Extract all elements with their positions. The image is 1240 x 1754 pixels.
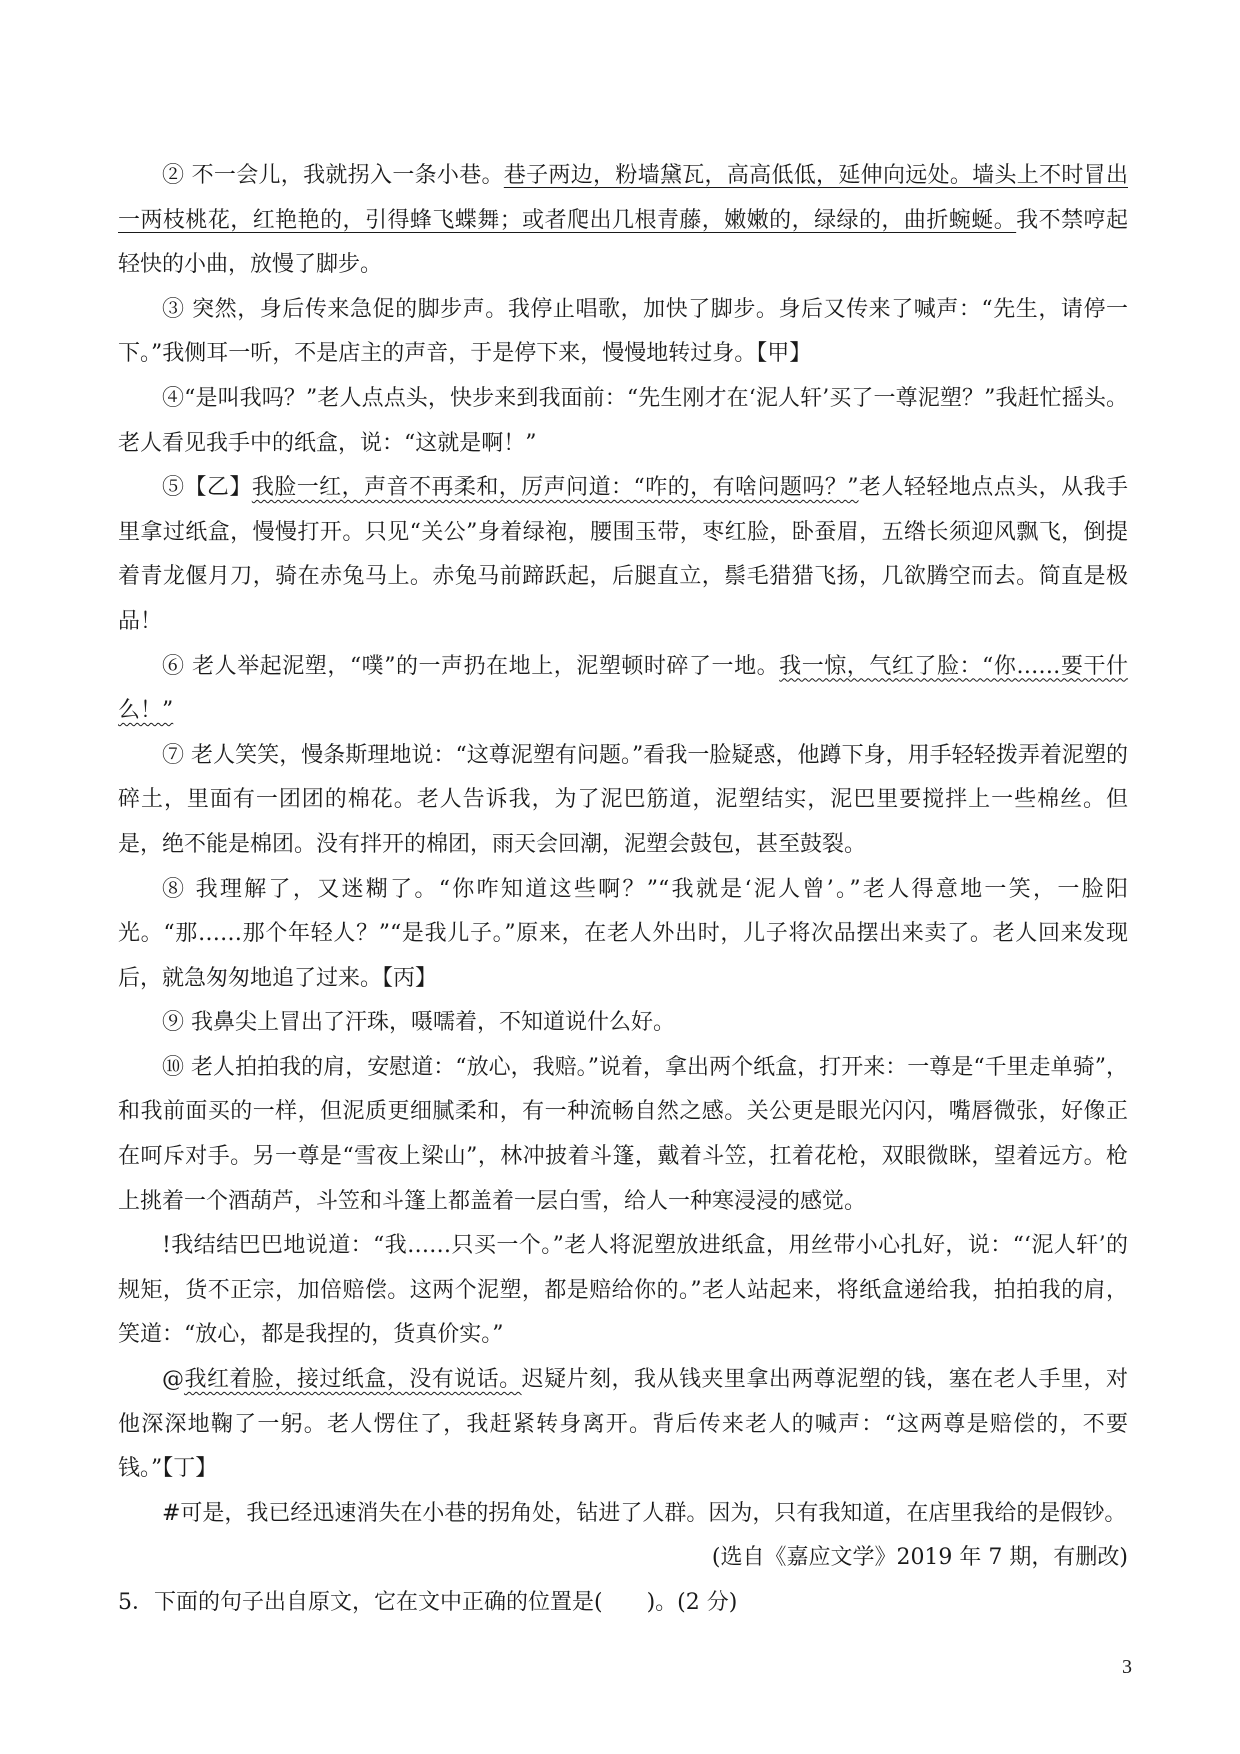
wavy-underlined-sentence: 我一惊，气红了脸：“你……要干什么！” — [118, 653, 1128, 724]
paragraph-5-lead: ⑤【乙】 — [162, 475, 252, 501]
paragraph-2-tail: 我不禁哼起轻快的小曲，放慢了脚步。 — [118, 207, 1128, 278]
paragraph-11: !我结结巴巴地说道：“我……只买一个。”老人将泥塑放进纸盒，用丝带小心扎好，说：“‘泥人轩’的规矩，货不正宗，加倍赔偿。这两个泥塑，都是赔给你的。”老人站起来，将纸盒递给我，拍拍我的肩，笑道：“放心，都是我捏的，货真价实。” — [118, 1233, 1128, 1348]
paragraph-5-tail: 老人轻轻地点点头，从我手里拿过纸盒，慢慢打开。只见“关公”身着绿袍，腰围玉带，枣红脸，卧蚕眉，五绺长须迎风飘飞，倒提着青龙偃月刀，骑在赤兔马上。赤兔马前蹄跃起，后腿直立，鬃毛猎猎飞扬，几欲腾空而去。简直是极品！ — [118, 475, 1128, 634]
source-citation: (选自《嘉应文学》2019 年 7 期，有删改) — [711, 1545, 1128, 1571]
paragraph-13: #可是，我已经迅速消失在小巷的拐角处，钻进了人群。因为，只有我知道，在店里我给的是假钞。 — [162, 1500, 1127, 1526]
paragraph-12-tail: 迟疑片刻，我从钱夹里拿出两尊泥塑的钱，塞在老人手里，对他深深地鞠了一躬。老人愣住了，我赶紧转身离开。背后传来老人的喊声：“这两尊是赔偿的，不要钱。”【丁】 — [118, 1367, 1128, 1482]
paragraph-8: ⑧ 我理解了，又迷糊了。“你咋知道这些啊？”“我就是‘泥人曾’。”老人得意地一笑，一脸阳光。“那……那个年轻人？”“是我儿子。”原来，在老人外出时，儿子将次品摆出来卖了。老人回来发现后，就急匆匆地追了过来。【丙】 — [118, 876, 1128, 991]
paragraph-6 — [118, 645, 1128, 734]
underlined-sentence: 巷子两边，粉墙黛瓦，高高低低，延伸向远处。墙头上不时冒出一两枝桃花，红艳艳的，引得蜂飞蝶舞；或者爬出几根青藤，嫩嫩的，绿绿的，曲折蜿蜒。 — [118, 163, 1128, 233]
wavy-underlined-sentence: 我红着脸，接过纸盒，没有说话。 — [184, 1367, 522, 1393]
paragraph-5 — [118, 466, 1128, 644]
wavy-underlined-sentence: 我脸一红，声音不再柔和，厉声问道：“咋的，有啥问题吗？” — [251, 475, 859, 501]
article-body — [118, 154, 1128, 1626]
paragraph-7: ⑦ 老人笑笑，慢条斯理地说：“这尊泥塑有问题。”看我一脸疑惑，他蹲下身，用手轻轻拨弄着泥塑的碎土，里面有一团团的棉花。老人告诉我，为了泥巴筋道，泥塑结实，泥巴里要搅拌上一些棉丝。但是，绝不能是棉团。没有拌开的棉团，雨天会回潮，泥塑会鼓包，甚至鼓裂。 — [118, 742, 1128, 857]
paragraph-12-lead: @ — [162, 1367, 184, 1393]
question-5: 5．下面的句子出自原文，它在文中正确的位置是( )。(2 分) — [118, 1590, 738, 1615]
paragraph-4: ④“是叫我吗？”老人点点头，快步来到我面前：“先生刚才在‘泥人轩’买了一尊泥塑？”我赶忙摇头。老人看见我手中的纸盒，说：“这就是啊！” — [118, 385, 1128, 456]
paragraph-6-lead: ⑥ 老人举起泥塑，“噗”的一声扔在地上，泥塑顿时碎了一地。 — [162, 653, 780, 679]
paragraph-12 — [118, 1358, 1128, 1492]
paragraph-2 — [118, 154, 1128, 288]
paragraph-3: ③ 突然，身后传来急促的脚步声。我停止唱歌，加快了脚步。身后又传来了喊声：“先生，请停一下。”我侧耳一听，不是店主的声音，于是停下来，慢慢地转过身。【甲】 — [118, 296, 1128, 367]
page-number: 3 — [1122, 1656, 1132, 1678]
paragraph-2-lead: ② 不一会儿，我就拐入一条小巷。 — [162, 163, 504, 188]
paragraph-10: ⑩ 老人拍拍我的肩，安慰道：“放心，我赔。”说着，拿出两个纸盒，打开来：一尊是“千里走单骑”，和我前面买的一样，但泥质更细腻柔和，有一种流畅自然之感。关公更是眼光闪闪，嘴唇微张，好像正在呵斥对手。另一尊是“雪夜上梁山”，林冲披着斗篷，戴着斗笠，扛着花枪，双眼微眯，望着远方。枪上挑着一个酒葫芦，斗笠和斗篷上都盖着一层白雪，给人一种寒浸浸的感觉。 — [118, 1054, 1128, 1214]
paragraph-9: ⑨ 我鼻尖上冒出了汗珠，嗫嚅着，不知道说什么好。 — [162, 1010, 675, 1036]
